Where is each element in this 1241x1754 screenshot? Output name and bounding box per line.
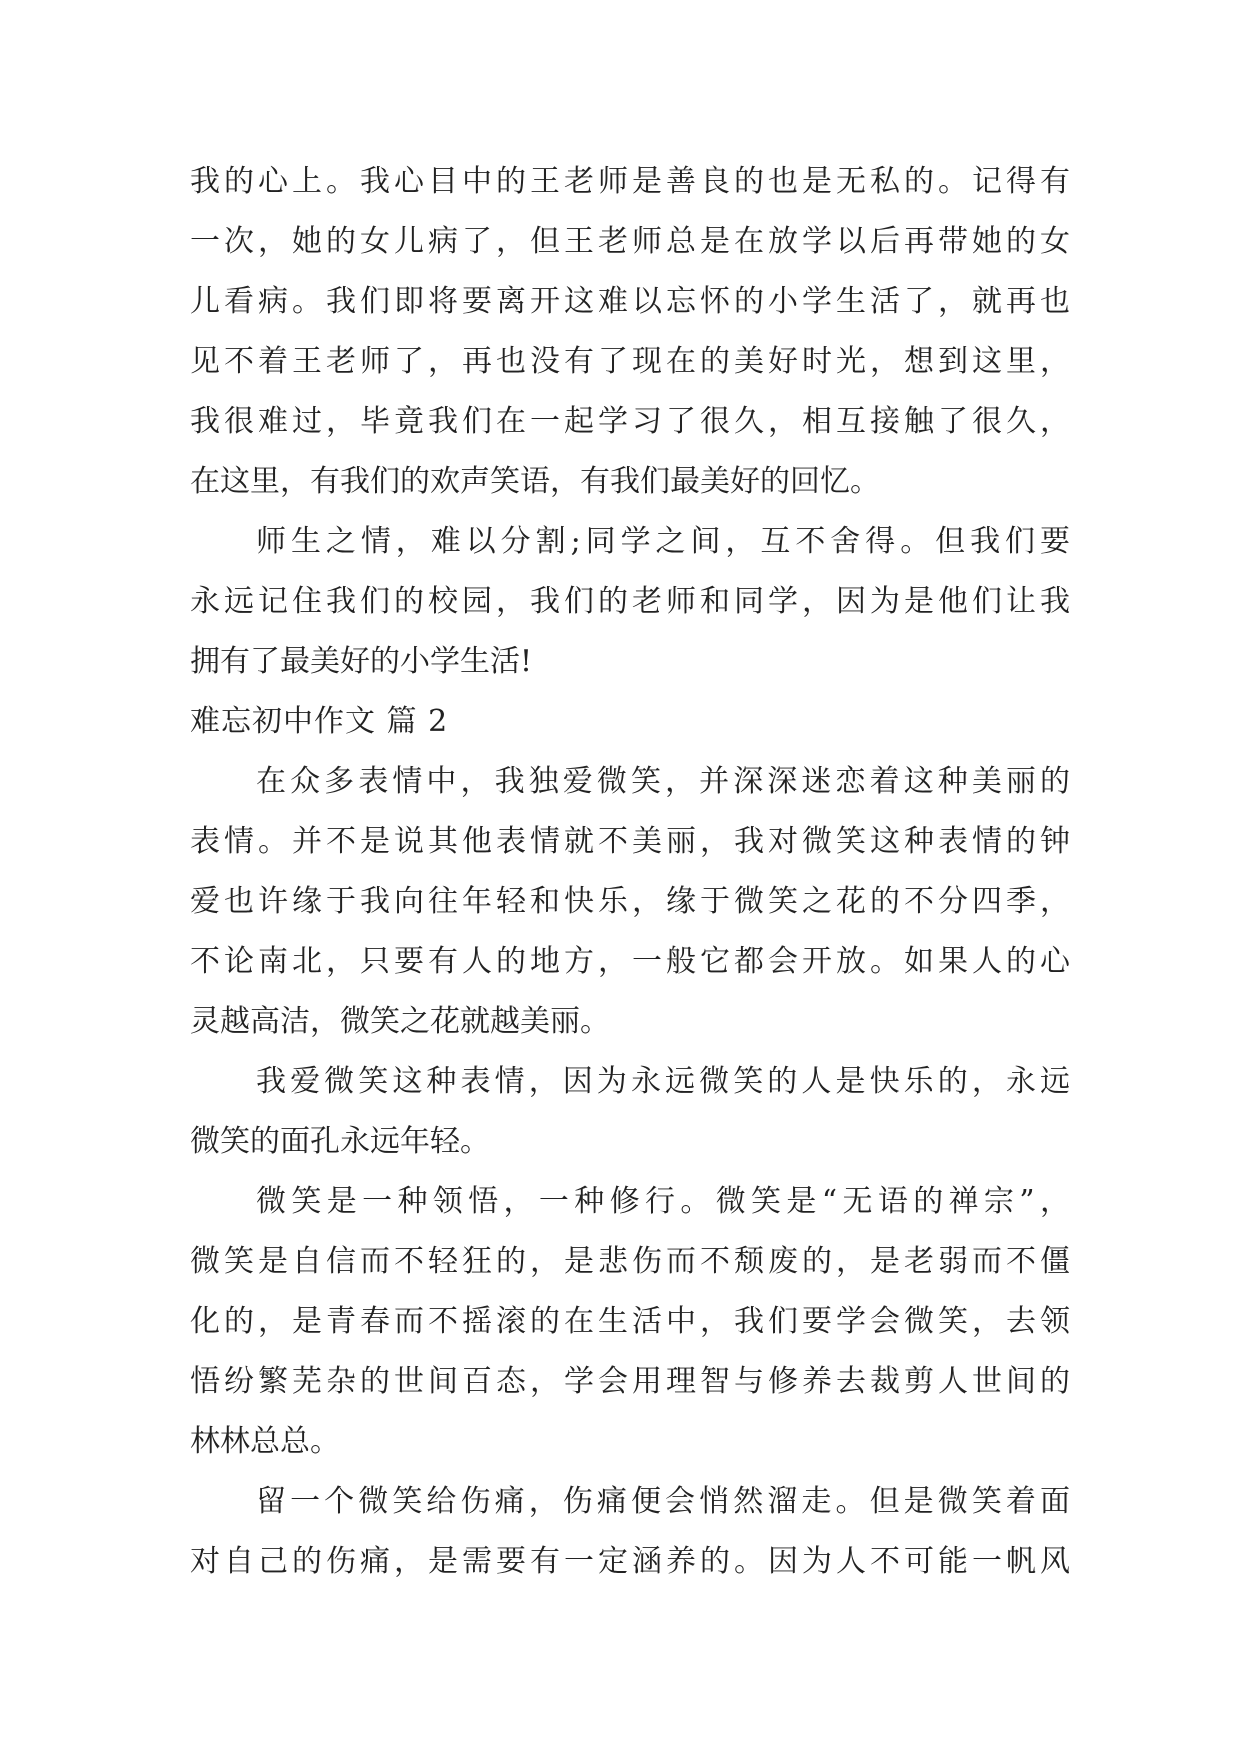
text-line: 不论南北，只要有人的地方，一般它都会开放。如果人的心	[190, 944, 1070, 979]
text-line: 微笑是一种领悟，一种修行。微笑是“无语的禅宗”，	[256, 1184, 1070, 1219]
text-line: 表情。并不是说其他表情就不美丽，我对微笑这种表情的钟	[190, 824, 1070, 859]
text-line: 永远记住我们的校园，我们的老师和同学，因为是他们让我	[190, 584, 1070, 619]
text-line: 拥有了最美好的小学生活!	[190, 644, 533, 679]
text-line: 一次，她的女儿病了，但王老师总是在放学以后再带她的女	[190, 224, 1070, 259]
text-line: 在这里，有我们的欢声笑语，有我们最美好的回忆。	[190, 464, 880, 499]
text-line: 儿看病。我们即将要离开这难以忘怀的小学生活了，就再也	[190, 284, 1070, 319]
text-line: 见不着王老师了，再也没有了现在的美好时光，想到这里，	[190, 344, 1070, 379]
text-line: 化的，是青春而不摇滚的在生活中，我们要学会微笑，去领	[190, 1304, 1070, 1339]
text-line: 师生之情，难以分割;同学之间，互不舍得。但我们要	[256, 524, 1070, 559]
text-line: 对自己的伤痛，是需要有一定涵养的。因为人不可能一帆风	[190, 1544, 1070, 1579]
text-line: 在众多表情中，我独爱微笑，并深深迷恋着这种美丽的	[256, 764, 1070, 799]
text-line: 林林总总。	[190, 1424, 340, 1459]
text-line: 微笑是自信而不轻狂的，是悲伤而不颓废的，是老弱而不僵	[190, 1244, 1070, 1279]
section-heading: 难忘初中作文 篇 2	[190, 704, 449, 739]
text-line: 我爱微笑这种表情，因为永远微笑的人是快乐的，永远	[256, 1064, 1070, 1099]
text-line: 微笑的面孔永远年轻。	[190, 1124, 490, 1159]
text-line: 灵越高洁，微笑之花就越美丽。	[190, 1004, 610, 1039]
text-line: 留一个微笑给伤痛，伤痛便会悄然溜走。但是微笑着面	[256, 1484, 1070, 1519]
text-line: 爱也许缘于我向往年轻和快乐，缘于微笑之花的不分四季，	[190, 884, 1070, 919]
document-body	[190, 152, 1070, 1592]
text-line: 我的心上。我心目中的王老师是善良的也是无私的。记得有	[190, 164, 1070, 199]
text-line: 悟纷繁芜杂的世间百态，学会用理智与修养去裁剪人世间的	[190, 1364, 1070, 1399]
text-line: 我很难过，毕竟我们在一起学习了很久，相互接触了很久，	[190, 404, 1070, 439]
